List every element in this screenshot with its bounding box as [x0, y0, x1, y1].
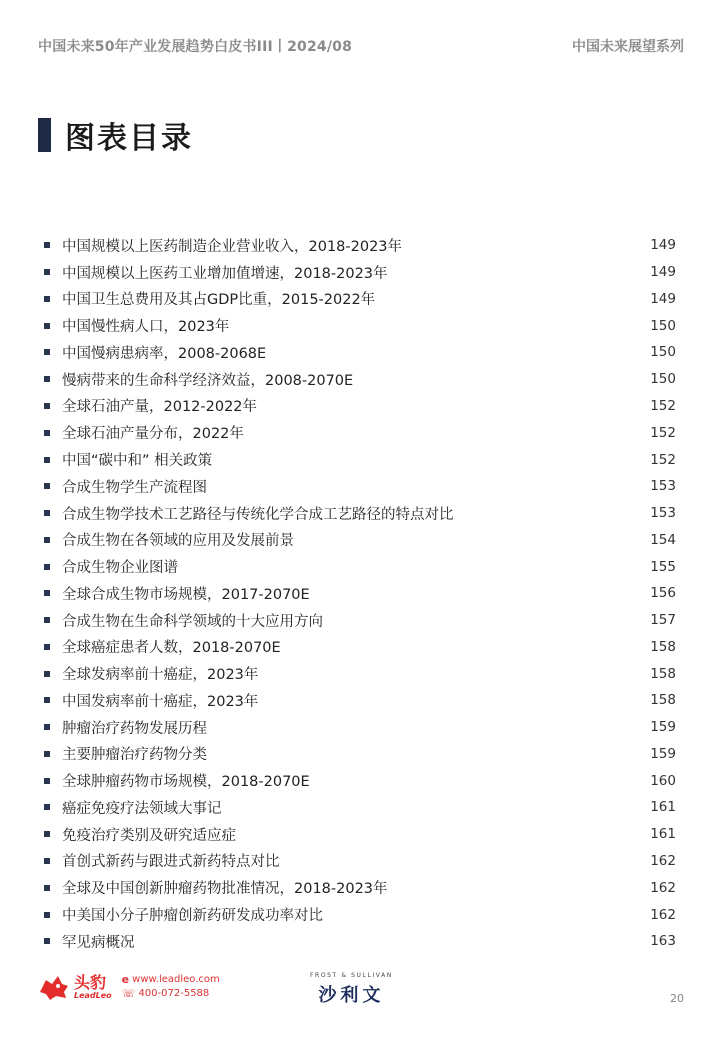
- toc-entry[interactable]: [42, 393, 676, 420]
- toc-entry-page: 160: [650, 772, 676, 789]
- toc-entry[interactable]: [42, 526, 676, 553]
- toc-entry-label: 全球石油产量，2012-2022年: [62, 399, 258, 416]
- toc-entry-label: 全球及中国创新肿瘤药物批准情况，2018-2023年: [62, 881, 388, 898]
- bullet-square-icon: [44, 858, 50, 864]
- website-link[interactable]: www.leadleo.com: [132, 974, 220, 985]
- contact-info: [122, 973, 220, 1001]
- toc-entry[interactable]: [42, 339, 676, 366]
- toc-entry[interactable]: [42, 874, 676, 901]
- toc-entry-label: 中国发病率前十癌症，2023年: [62, 693, 259, 710]
- bullet-square-icon: [44, 430, 50, 436]
- toc-entry[interactable]: [42, 500, 676, 527]
- toc-entry-label: 全球合成生物市场规模，2017-2070E: [62, 586, 310, 603]
- toc-entry[interactable]: [42, 580, 676, 607]
- figure-index-list: [42, 232, 676, 955]
- toc-entry-page: 162: [650, 879, 676, 896]
- title-accent-bar: [38, 118, 51, 152]
- bullet-square-icon: [44, 403, 50, 409]
- toc-entry-page: 159: [650, 745, 676, 762]
- toc-entry-label: 中国规模以上医药工业增加值增速，2018-2023年: [62, 265, 388, 282]
- toc-entry[interactable]: [42, 821, 676, 848]
- bullet-square-icon: [44, 697, 50, 703]
- bullet-square-icon: [44, 617, 50, 623]
- toc-entry[interactable]: [42, 553, 676, 580]
- toc-entry[interactable]: [42, 419, 676, 446]
- bullet-square-icon: [44, 242, 50, 248]
- phone-icon: ☏: [121, 987, 136, 1000]
- toc-entry[interactable]: [42, 794, 676, 821]
- toc-entry-page: 152: [650, 424, 676, 441]
- bullet-square-icon: [44, 831, 50, 837]
- toc-entry[interactable]: [42, 312, 676, 339]
- toc-entry-page: 162: [650, 852, 676, 869]
- bullet-square-icon: [44, 349, 50, 355]
- toc-entry-page: 150: [650, 317, 676, 334]
- toc-entry-page: 163: [650, 933, 676, 950]
- toc-entry-label: 中国规模以上医药制造企业营业收入，2018-2023年: [62, 238, 403, 255]
- toc-entry[interactable]: [42, 848, 676, 875]
- toc-entry[interactable]: [42, 928, 676, 955]
- toc-entry[interactable]: [42, 473, 676, 500]
- toc-entry-page: 149: [650, 237, 676, 254]
- bullet-square-icon: [44, 510, 50, 516]
- bullet-square-icon: [44, 751, 50, 757]
- series-name-header: 中国未来展望系列: [572, 39, 684, 55]
- toc-entry[interactable]: [42, 607, 676, 634]
- phone-number: 400-072-5588: [138, 988, 210, 999]
- toc-entry-label: 中国卫生总费用及其占GDP比重，2015-2022年: [62, 292, 376, 309]
- toc-entry-page: 152: [650, 451, 676, 468]
- toc-entry-page: 161: [650, 826, 676, 843]
- toc-entry-page: 149: [650, 290, 676, 307]
- toc-entry-page: 158: [650, 692, 676, 709]
- bullet-square-icon: [44, 671, 50, 677]
- bullet-square-icon: [44, 938, 50, 944]
- bullet-square-icon: [44, 483, 50, 489]
- bullet-square-icon: [44, 724, 50, 730]
- toc-entry-page: 158: [650, 638, 676, 655]
- toc-entry-label: 中国“碳中和” 相关政策: [62, 453, 213, 469]
- toc-entry-label: 主要肿瘤治疗药物分类: [62, 747, 207, 764]
- toc-entry-label: 合成生物在各领域的应用及发展前景: [62, 533, 294, 550]
- bullet-square-icon: [44, 457, 50, 463]
- toc-entry-page: 150: [650, 344, 676, 361]
- toc-entry[interactable]: [42, 446, 676, 473]
- toc-entry[interactable]: [42, 259, 676, 286]
- toc-entry-label: 癌症免疫疗法领域大事记: [62, 800, 222, 817]
- toc-entry-label: 慢病带来的生命科学经济效益，2008-2070E: [62, 372, 354, 389]
- toc-entry-page: 156: [650, 585, 676, 602]
- toc-entry-label: 全球石油产量分布，2022年: [62, 426, 244, 443]
- toc-entry[interactable]: [42, 901, 676, 928]
- leadleo-logo: [36, 972, 220, 1002]
- toc-entry[interactable]: [42, 232, 676, 259]
- toc-entry-page: 155: [650, 558, 676, 575]
- bullet-square-icon: [44, 885, 50, 891]
- toc-entry-label: 中美国小分子肿瘤创新药研发成功率对比: [62, 908, 323, 925]
- toc-entry-label: 肿瘤治疗药物发展历程: [62, 720, 207, 737]
- toc-entry[interactable]: [42, 633, 676, 660]
- toc-entry[interactable]: [42, 660, 676, 687]
- toc-entry-label: 全球肿瘤药物市场规模，2018-2070E: [62, 774, 310, 791]
- bullet-square-icon: [44, 644, 50, 650]
- frost-en-name: FROST & SULLIVAN: [310, 972, 393, 979]
- toc-entry-label: 全球发病率前十癌症，2023年: [62, 667, 259, 684]
- toc-entry-page: 161: [650, 799, 676, 816]
- toc-entry-label: 中国慢病患病率，2008-2068E: [62, 345, 267, 362]
- toc-entry-page: 152: [650, 397, 676, 414]
- toc-entry-label: 合成生物企业图谱: [62, 560, 178, 577]
- toc-entry-label: 合成生物在生命科学领域的十大应用方向: [62, 613, 323, 630]
- toc-entry-page: 150: [650, 371, 676, 388]
- bullet-square-icon: [44, 376, 50, 382]
- bullet-square-icon: [44, 296, 50, 302]
- toc-entry-page: 149: [650, 264, 676, 281]
- toc-entry[interactable]: [42, 366, 676, 393]
- toc-entry-page: 162: [650, 906, 676, 923]
- toc-entry[interactable]: [42, 687, 676, 714]
- bullet-square-icon: [44, 537, 50, 543]
- toc-entry[interactable]: [42, 767, 676, 794]
- frost-sullivan-logo: [310, 972, 393, 1007]
- section-title: [38, 118, 193, 156]
- toc-entry-label: 罕见病概况: [62, 934, 135, 951]
- toc-entry-page: 159: [650, 719, 676, 736]
- toc-entry-label: 中国慢性病人口，2023年: [62, 319, 230, 336]
- leo-head-icon: [36, 972, 70, 1002]
- bullet-square-icon: [44, 590, 50, 596]
- page-title: 图表目录: [65, 121, 193, 156]
- bullet-square-icon: [44, 564, 50, 570]
- web-icon: e: [121, 973, 130, 986]
- page-number: 20: [670, 992, 684, 1005]
- bullet-square-icon: [44, 269, 50, 275]
- toc-entry-label: 免疫治疗类别及研究适应症: [62, 827, 236, 844]
- bullet-square-icon: [44, 323, 50, 329]
- toc-entry-page: 153: [650, 478, 676, 495]
- toc-entry-label: 全球癌症患者人数，2018-2070E: [62, 640, 281, 657]
- leadleo-cn-name: 头豹: [74, 972, 107, 992]
- toc-entry-page: 157: [650, 612, 676, 629]
- bullet-square-icon: [44, 804, 50, 810]
- bullet-square-icon: [44, 778, 50, 784]
- toc-entry[interactable]: [42, 714, 676, 741]
- bullet-square-icon: [44, 912, 50, 918]
- report-title-header: 中国未来50年产业发展趋势白皮书III丨2024/08: [38, 39, 353, 55]
- toc-entry-label: 首创式新药与跟进式新药特点对比: [62, 854, 280, 871]
- toc-entry-page: 154: [650, 531, 676, 548]
- toc-entry-label: 合成生物学技术工艺路径与传统化学合成工艺路径的特点对比: [62, 506, 454, 523]
- toc-entry-page: 158: [650, 665, 676, 682]
- toc-entry[interactable]: [42, 286, 676, 313]
- toc-entry[interactable]: [42, 741, 676, 768]
- toc-entry-label: 合成生物学生产流程图: [62, 479, 207, 496]
- leadleo-en-name: LeadLeo: [74, 990, 112, 1000]
- toc-entry-page: 153: [650, 505, 676, 522]
- frost-cn-name: 沙利文: [318, 985, 385, 1006]
